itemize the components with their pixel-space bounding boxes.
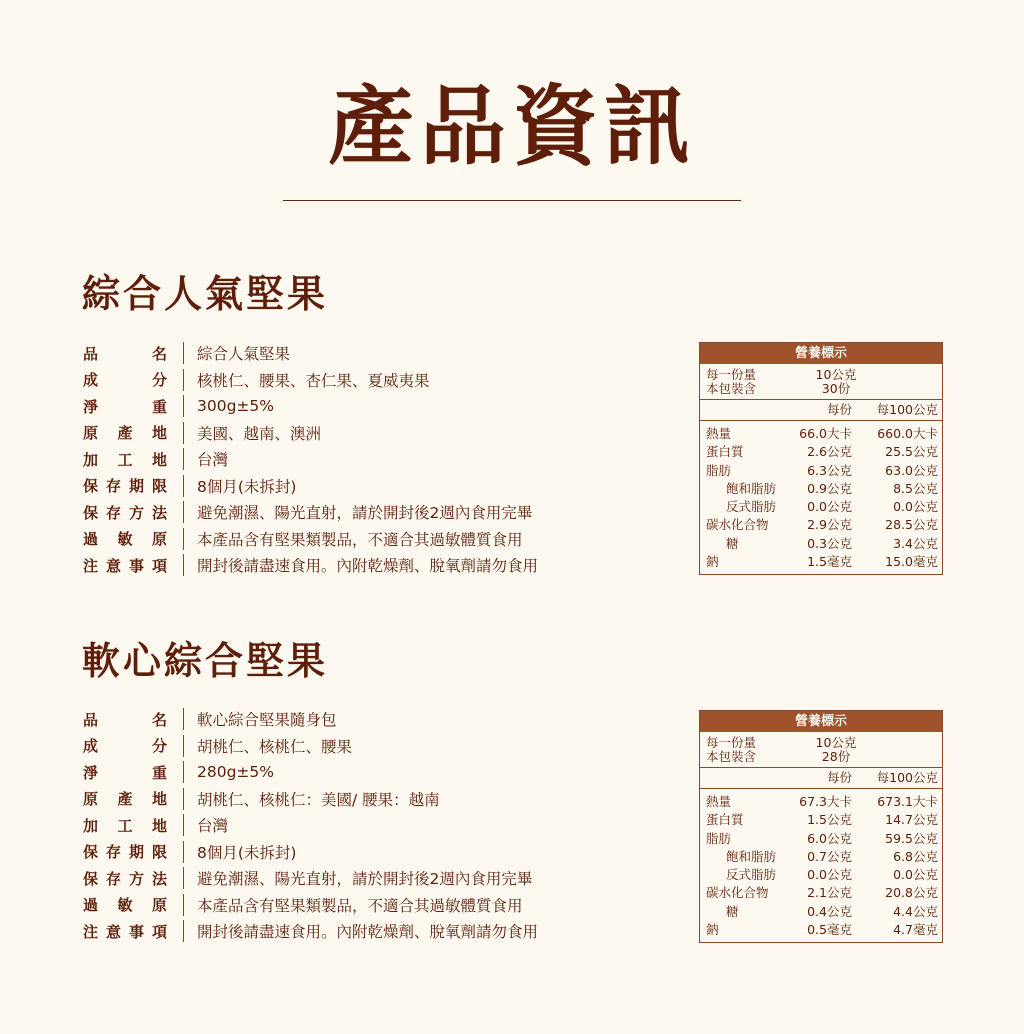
nutrient-per-100g: 8.5公克 (893, 480, 938, 496)
nutrient-per-100g: 3.4公克 (893, 535, 938, 551)
nutrient-per-100g: 20.8公克 (885, 885, 938, 901)
spec-table (83, 706, 643, 945)
title-divider (283, 200, 741, 201)
spec-divider (183, 422, 184, 444)
spec-value: 台灣 (197, 451, 229, 470)
spec-key-char: 保 (83, 503, 99, 522)
spec-key-char: 存 (105, 869, 121, 888)
spec-value: 8個月(未拆封) (197, 477, 297, 496)
spec-row (83, 812, 643, 839)
col-per-serving: 每份 (826, 770, 852, 785)
spec-key (83, 528, 167, 549)
spec-row (83, 892, 643, 919)
spec-key-char: 分 (151, 371, 167, 390)
servings-label: 本包裝含 (706, 381, 757, 396)
nutrient-per-serving: 2.1公克 (807, 885, 852, 901)
spec-key-char: 產 (117, 424, 133, 443)
serving-size-value: 10公克 (815, 367, 857, 382)
spec-row (83, 499, 643, 526)
nutrition-title: 營養標示 (700, 343, 942, 364)
nutrient-per-100g: 63.0公克 (885, 462, 938, 478)
spec-key (83, 396, 167, 417)
nutrient-per-100g: 25.5公克 (885, 444, 938, 460)
nutrient-name: 碳水化合物 (706, 885, 769, 901)
nutrient-per-100g: 0.0公克 (893, 499, 938, 515)
spec-divider (183, 894, 184, 916)
nutrient-per-100g: 15.0毫克 (885, 554, 938, 570)
nutrient-name: 脂肪 (706, 830, 732, 846)
spec-key-char: 法 (151, 869, 167, 888)
spec-row (83, 839, 643, 866)
nutrition-serving (700, 364, 942, 400)
spec-key (83, 921, 167, 942)
nutrient-per-100g: 0.0公克 (893, 867, 938, 883)
spec-key-char: 存 (105, 477, 121, 496)
spec-key-char: 期 (128, 843, 144, 862)
spec-value: 避免潮濕、陽光直射，請於開封後2週內食用完畢 (197, 870, 533, 889)
nutrient-per-100g: 4.4公克 (893, 903, 938, 919)
spec-row (83, 367, 643, 394)
product-heading: 綜合人氣堅果 (82, 272, 329, 316)
spec-key-char: 項 (151, 556, 167, 575)
spec-key (83, 369, 167, 390)
nutrient-name: 糖 (726, 535, 739, 551)
spec-key-char: 淨 (83, 763, 99, 782)
nutrition-row (706, 903, 938, 921)
spec-key (83, 709, 167, 730)
nutrient-name: 碳水化合物 (706, 517, 769, 533)
spec-key-char: 事 (128, 922, 144, 941)
spec-key-char: 期 (128, 477, 144, 496)
spec-key (83, 841, 167, 862)
spec-key-char: 意 (105, 922, 121, 941)
spec-key-char: 法 (151, 503, 167, 522)
spec-key-char: 原 (83, 424, 99, 443)
nutrient-per-100g: 660.0大卡 (877, 426, 938, 441)
page-title: 產品資訊 (328, 77, 696, 177)
spec-key-char: 限 (151, 843, 167, 862)
nutrition-column-headers (700, 400, 942, 421)
spec-key-char: 存 (105, 503, 121, 522)
nutrition-row (706, 480, 938, 498)
nutrition-row (706, 811, 938, 829)
spec-row (83, 393, 643, 420)
spec-divider (183, 788, 184, 810)
spec-key-char: 限 (151, 477, 167, 496)
spec-key-char: 原 (151, 530, 167, 549)
spec-key-char: 保 (83, 477, 99, 496)
product-heading: 軟心綜合堅果 (82, 639, 329, 683)
spec-key-char: 事 (128, 556, 144, 575)
spec-key-char: 成 (83, 737, 99, 756)
spec-key-char: 存 (105, 843, 121, 862)
spec-key-char: 產 (117, 790, 133, 809)
spec-value: 核桃仁、腰果、杏仁果、夏威夷果 (197, 371, 430, 390)
nutrient-name: 熱量 (706, 794, 732, 809)
spec-key-char: 地 (151, 816, 167, 835)
spec-row (83, 526, 643, 553)
nutrient-per-serving: 1.5公克 (807, 812, 852, 828)
spec-key-char: 注 (83, 556, 99, 575)
nutrient-name: 鈉 (706, 554, 719, 570)
spec-key (83, 449, 167, 470)
spec-key-char: 原 (151, 896, 167, 915)
spec-divider (183, 814, 184, 836)
spec-key (83, 788, 167, 809)
nutrition-label (699, 342, 943, 575)
spec-key-char: 成 (83, 371, 99, 390)
nutrient-per-serving: 0.5毫克 (807, 922, 852, 938)
spec-divider (183, 841, 184, 863)
spec-row (83, 552, 643, 579)
nutrition-body (700, 421, 942, 574)
spec-key-char: 原 (83, 790, 99, 809)
nutrient-name: 飽和脂肪 (726, 480, 777, 496)
nutrient-per-serving: 0.9公克 (807, 480, 852, 496)
spec-key-char: 地 (151, 450, 167, 469)
nutrient-per-serving: 0.0公克 (807, 867, 852, 883)
spec-value: 胡桃仁、核桃仁、腰果 (197, 737, 353, 756)
spacer (866, 382, 938, 396)
spec-key-char: 加 (83, 450, 99, 469)
spec-divider (183, 528, 184, 550)
spec-key-char: 敏 (117, 530, 133, 549)
nutrition-row (706, 516, 938, 534)
nutrition-row (706, 884, 938, 902)
spec-key (83, 868, 167, 889)
spec-key-char: 項 (151, 922, 167, 941)
spec-divider (183, 342, 184, 364)
spec-row (83, 865, 643, 892)
spec-divider (183, 475, 184, 497)
spec-key (83, 343, 167, 364)
col-per-serving: 每份 (826, 402, 852, 417)
nutrient-per-serving: 0.7公克 (807, 848, 852, 864)
spec-key-char: 名 (151, 710, 167, 729)
spec-divider (183, 920, 184, 942)
spec-key-char: 保 (83, 843, 99, 862)
nutrient-per-100g: 6.8公克 (893, 848, 938, 864)
nutrient-per-serving: 0.3公克 (807, 535, 852, 551)
nutrient-name: 糖 (726, 903, 739, 919)
spec-key-char: 淨 (83, 397, 99, 416)
spec-row (83, 473, 643, 500)
spec-key (83, 502, 167, 523)
nutrient-per-serving: 0.0公克 (807, 499, 852, 515)
nutrition-row (706, 535, 938, 553)
spec-value: 避免潮濕、陽光直射，請於開封後2週內食用完畢 (197, 504, 533, 523)
nutrient-per-serving: 1.5毫克 (807, 554, 852, 570)
spec-value: 胡桃仁、核桃仁：美國/ 腰果：越南 (197, 790, 440, 809)
spec-divider (183, 554, 184, 576)
spec-row (83, 759, 643, 786)
spec-key-char: 重 (151, 397, 167, 416)
spec-divider (183, 735, 184, 757)
spacer (706, 400, 794, 420)
spec-value: 開封後請盡速食用。內附乾燥劑、脫氧劑請勿食用 (197, 557, 539, 576)
spec-key-char: 過 (83, 896, 99, 915)
spec-key-char: 加 (83, 816, 99, 835)
col-per-100g: 每100公克 (876, 770, 938, 785)
spec-key-char: 敏 (117, 896, 133, 915)
nutrient-per-100g: 4.7毫克 (893, 922, 938, 938)
nutrient-name: 蛋白質 (706, 812, 744, 828)
spec-key-char: 注 (83, 922, 99, 941)
spec-key (83, 815, 167, 836)
nutrition-row (706, 462, 938, 480)
nutrition-row (706, 866, 938, 884)
spec-key (83, 894, 167, 915)
nutrient-per-serving: 6.3公克 (807, 462, 852, 478)
spec-value: 台灣 (197, 817, 229, 836)
spec-value: 開封後請盡速食用。內附乾燥劑、脫氧劑請勿食用 (197, 923, 539, 942)
spec-key-char: 過 (83, 530, 99, 549)
nutrition-row (706, 830, 938, 848)
nutrient-per-serving: 6.0公克 (807, 830, 852, 846)
spec-value: 8個月(未拆封) (197, 843, 297, 862)
nutrient-name: 鈉 (706, 922, 719, 938)
spec-key (83, 475, 167, 496)
nutrient-per-serving: 67.3大卡 (799, 794, 852, 809)
spacer (866, 750, 938, 764)
spec-divider (183, 708, 184, 730)
spec-key-char: 品 (83, 344, 99, 363)
spacer (706, 768, 794, 788)
spec-key-char: 工 (117, 816, 133, 835)
nutrition-row (706, 425, 938, 443)
nutrient-per-serving: 66.0大卡 (799, 426, 852, 441)
nutrition-label (699, 710, 943, 943)
spec-divider (183, 395, 184, 417)
spec-divider (183, 867, 184, 889)
nutrient-name: 熱量 (706, 426, 732, 441)
nutrition-row (706, 793, 938, 811)
spec-key-char: 方 (128, 503, 144, 522)
servings-value: 28份 (821, 749, 851, 764)
spacer (866, 736, 938, 750)
servings-value: 30份 (821, 381, 851, 396)
nutrition-serving (700, 732, 942, 768)
nutrient-per-100g: 28.5公克 (885, 517, 938, 533)
spec-divider (183, 369, 184, 391)
spec-key (83, 735, 167, 756)
serving-size-value: 10公克 (815, 735, 857, 750)
spec-key (83, 422, 167, 443)
spec-key-char: 保 (83, 869, 99, 888)
spec-row (83, 340, 643, 367)
spacer (866, 368, 938, 382)
spec-key-char: 工 (117, 450, 133, 469)
nutrient-name: 蛋白質 (706, 444, 744, 460)
servings-label: 本包裝含 (706, 749, 757, 764)
nutrient-name: 脂肪 (706, 462, 732, 478)
spec-key-char: 名 (151, 344, 167, 363)
spec-value: 綜合人氣堅果 (197, 345, 291, 364)
nutrient-per-100g: 673.1大卡 (877, 794, 938, 809)
nutrition-body (700, 789, 942, 942)
spec-divider (183, 761, 184, 783)
spec-key-char: 意 (105, 556, 121, 575)
nutrient-per-serving: 0.4公克 (807, 903, 852, 919)
nutrition-column-headers (700, 768, 942, 789)
nutrient-name: 反式脂肪 (726, 867, 777, 883)
serving-size-label: 每一份量 (706, 367, 757, 382)
spec-key (83, 762, 167, 783)
nutrition-row (706, 848, 938, 866)
spec-key-char: 品 (83, 710, 99, 729)
spec-row (83, 918, 643, 945)
nutrient-per-serving: 2.9公克 (807, 517, 852, 533)
nutrient-name: 飽和脂肪 (726, 848, 777, 864)
nutrient-per-100g: 14.7公克 (885, 812, 938, 828)
spec-row (83, 733, 643, 760)
spec-value: 280g±5% (197, 763, 275, 782)
nutrition-row (706, 921, 938, 939)
spec-row (83, 420, 643, 447)
spec-key (83, 555, 167, 576)
spec-value: 本產品含有堅果類製品，不適合其過敏體質食用 (197, 530, 523, 549)
spec-key-char: 地 (151, 790, 167, 809)
spec-row (83, 446, 643, 473)
spec-key-char: 重 (151, 763, 167, 782)
spec-divider (183, 501, 184, 523)
nutrient-per-serving: 2.6公克 (807, 444, 852, 460)
spec-value: 軟心綜合堅果隨身包 (197, 711, 337, 730)
spec-table (83, 340, 643, 579)
spec-key-char: 方 (128, 869, 144, 888)
spec-key-char: 地 (151, 424, 167, 443)
spec-value: 美國、越南、澳洲 (197, 424, 322, 443)
nutrition-title: 營養標示 (700, 711, 942, 732)
spec-divider (183, 448, 184, 470)
nutrient-per-100g: 59.5公克 (885, 830, 938, 846)
spec-row (83, 706, 643, 733)
serving-size-label: 每一份量 (706, 735, 757, 750)
spec-key-char: 分 (151, 737, 167, 756)
col-per-100g: 每100公克 (876, 402, 938, 417)
nutrition-row (706, 443, 938, 461)
spec-row (83, 786, 643, 813)
nutrition-row (706, 553, 938, 571)
spec-value: 本產品含有堅果類製品，不適合其過敏體質食用 (197, 896, 523, 915)
nutrition-row (706, 498, 938, 516)
nutrient-name: 反式脂肪 (726, 499, 777, 515)
spec-value: 300g±5% (197, 397, 275, 416)
